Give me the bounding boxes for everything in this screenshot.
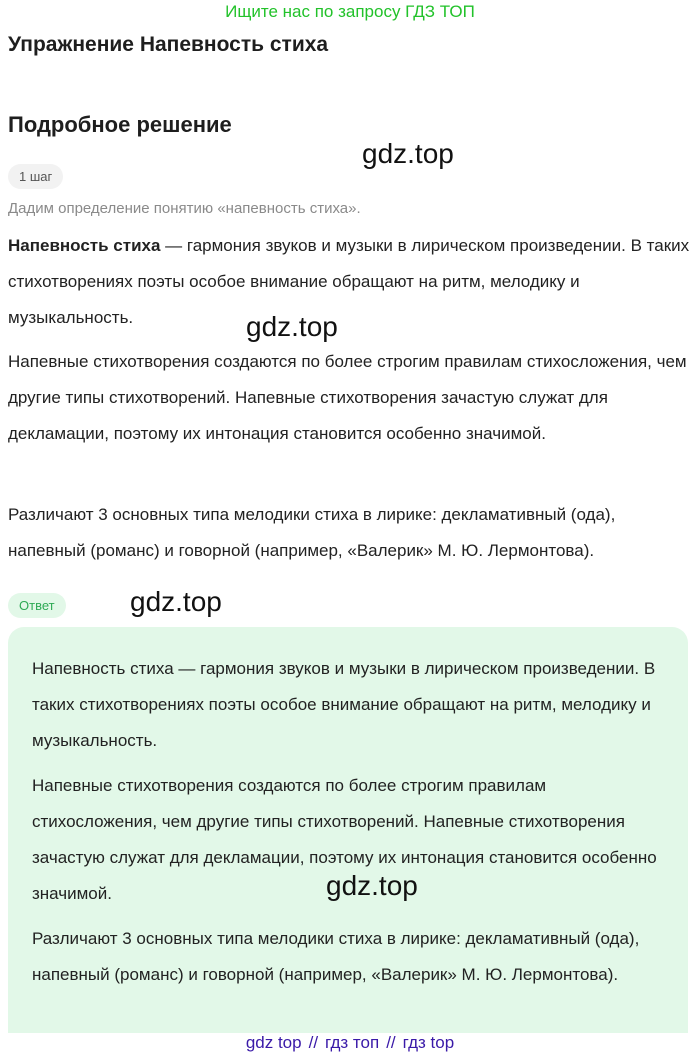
footer-separator: // xyxy=(386,1033,396,1052)
footer-link-gdz-top[interactable]: gdz top xyxy=(245,1033,302,1052)
watermark: gdz.top xyxy=(130,586,222,617)
footer-separator: // xyxy=(308,1033,319,1052)
footer-link-gdz-top-mixed[interactable]: гдз top xyxy=(402,1033,455,1052)
watermark: gdz.top xyxy=(362,138,454,169)
answer-badge: Ответ xyxy=(8,593,66,618)
watermark: gdz.top xyxy=(326,870,418,901)
definition-text: — гармония звуков и музыки в лирическом произведении. В таких стихотворениях поэты особое внимание обращают на ритм, мелодику и музыкальность. xyxy=(8,236,690,327)
footer-link-gdz-top-cyrillic[interactable]: гдз топ xyxy=(325,1033,380,1052)
step-intro-text: Дадим определение понятию «напевность стиха». xyxy=(8,200,361,217)
watermark: gdz.top xyxy=(246,311,338,342)
defined-term: Напевность стиха xyxy=(8,236,161,255)
footer-links xyxy=(0,1033,700,1053)
step-badge: 1 шаг xyxy=(8,164,63,189)
solution-paragraph-definition xyxy=(8,228,692,336)
search-promo-banner: Ищите нас по запросу ГДЗ ТОП xyxy=(225,2,475,21)
answer-paragraph-2: Напевные стихотворения создаются по более строгим правилам стихосложения, чем другие типы стихотворений. Напевные стихотворения зачастую служат для декламации, поэтому их интонация становится особенно значимой. xyxy=(32,776,657,903)
answer-paragraph-1: Напевность стиха — гармония звуков и музыки в лирическом произведении. В таких стихотворениях поэты особое внимание обращают на ритм, мелодику и музыкальность. xyxy=(32,659,656,750)
answer-paragraph-3: Различают 3 основных типа мелодики стиха в лирике: декламативный (ода), напевный (романс) и говорной (например, «Валерик» М. Ю. Лермонтова). xyxy=(32,929,640,984)
detailed-solution-heading: Подробное решение xyxy=(8,112,232,137)
solution-paragraph-3: Различают 3 основных типа мелодики стиха в лирике: декламативный (ода), напевный (романс) и говорной (например, «Валерик» М. Ю. Лермонтова). xyxy=(8,505,616,560)
exercise-title: Упражнение Напевность стиха xyxy=(8,33,329,56)
solution-paragraph-2: Напевные стихотворения создаются по более строгим правилам стихосложения, чем другие типы стихотворений. Напевные стихотворения зачастую служат для декламации, поэтому их интонация становится особенно значимой. xyxy=(8,352,687,443)
answer-box xyxy=(8,627,688,1033)
